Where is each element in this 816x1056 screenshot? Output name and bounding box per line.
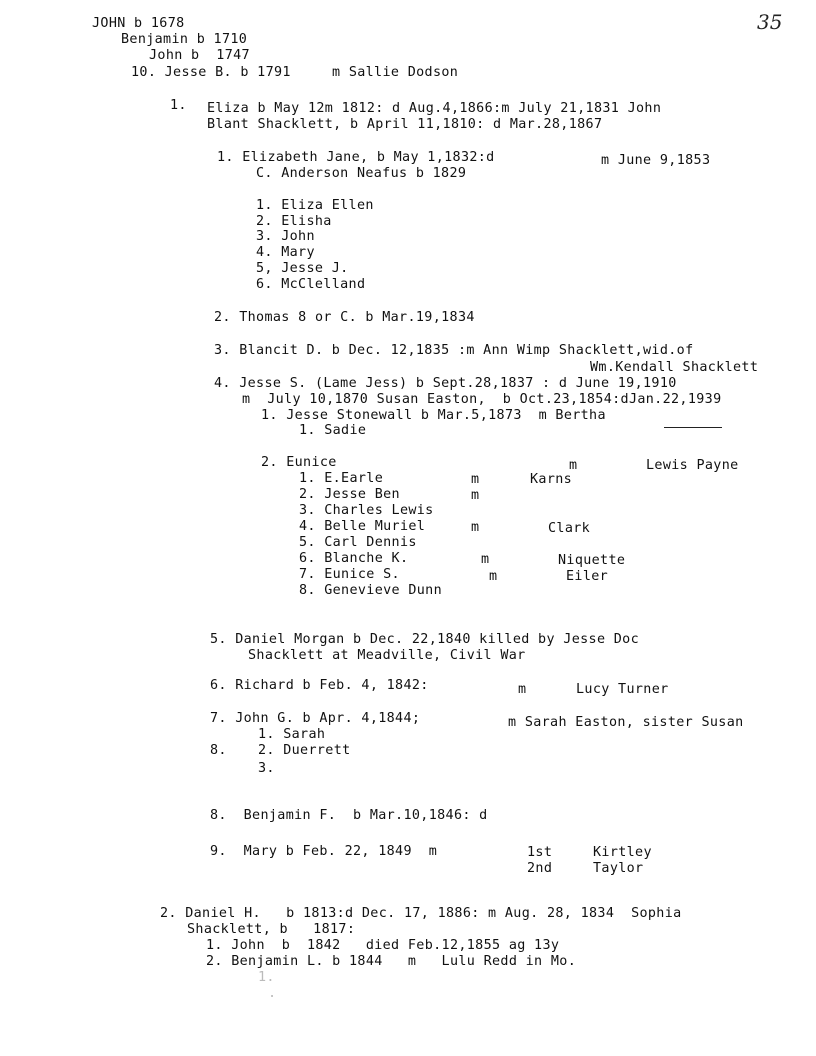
- mary-first-marriage: 1st: [527, 845, 553, 860]
- john-g-marriage: m Sarah Easton, sister Susan: [508, 715, 744, 730]
- eunice-child-name: 8. Genevieve Dunn: [299, 583, 443, 598]
- daniel-h-child: 1. John b 1842 died Feb.12,1855 ag 13y: [206, 938, 560, 953]
- eliza-line-2: Blant Shacklett, b April 11,1810: d Mar.28,1867: [207, 117, 603, 132]
- eunice-child-name: 6. Blanche K.: [299, 551, 409, 566]
- ancestor-jesse-b: 10. Jesse B. b 1791: [131, 65, 291, 80]
- ancestor-john-1678: JOHN b 1678: [92, 16, 185, 31]
- elizabeth-child: 5, Jesse J.: [256, 261, 349, 276]
- john-g-child: 2. Duerrett: [258, 743, 351, 758]
- eunice-child-marriage: m: [489, 569, 498, 584]
- daniel-h-line-1: 2. Daniel H. b 1813:d Dec. 17, 1886: m Aug. 28, 1834 Sophia: [160, 906, 682, 921]
- ancestor-john-1747: John b 1747: [149, 48, 250, 63]
- mary-second-spouse: Taylor: [593, 861, 644, 876]
- daniel-h-faint-line: 1.: [258, 970, 275, 985]
- entry-number: 1.: [170, 98, 187, 113]
- mary-first-spouse: Kirtley: [593, 845, 652, 860]
- elizabeth-child: 2. Elisha: [256, 214, 332, 229]
- eunice-child-name: 1. E.Earle: [299, 471, 384, 486]
- daniel-morgan-line-2: Shacklett at Meadville, Civil War: [248, 648, 526, 663]
- thomas-line: 2. Thomas 8 or C. b Mar.19,1834: [214, 310, 475, 325]
- ancestor-benjamin-1710: Benjamin b 1710: [121, 32, 248, 47]
- eunice-child-name: 2. Jesse Ben: [299, 487, 400, 502]
- eliza-line-1: Eliza b May 12m 1812: d Aug.4,1866:m July 21,1831 John: [207, 101, 662, 116]
- daniel-morgan-line-1: 5. Daniel Morgan b Dec. 22,1840 killed by Jesse Doc: [210, 632, 640, 647]
- sadie-line: 1. Sadie: [299, 423, 367, 438]
- elizabeth-child: 4. Mary: [256, 245, 315, 260]
- eunice-child-marriage: m: [481, 552, 490, 567]
- john-g-child: 1. Sarah: [258, 727, 326, 742]
- richard-line: 6. Richard b Feb. 4, 1842:: [210, 678, 429, 693]
- john-g-child-number: 8.: [210, 743, 227, 758]
- jesse-stonewall-line: 1. Jesse Stonewall b Mar.5,1873 m Bertha: [261, 408, 606, 423]
- eunice-child-spouse: Karns: [530, 472, 573, 487]
- eunice-marriage-marker: m: [569, 458, 578, 473]
- daniel-h-line-2: Shacklett, b 1817:: [187, 922, 356, 937]
- page-number: 35: [757, 10, 783, 34]
- eunice-child-spouse: Clark: [548, 521, 591, 536]
- elizabeth-child: 1. Eliza Ellen: [256, 198, 374, 213]
- daniel-h-child: 2. Benjamin L. b 1844 m Lulu Redd in Mo.: [206, 954, 577, 969]
- eunice-child-name: 5. Carl Dennis: [299, 535, 417, 550]
- richard-spouse: Lucy Turner: [576, 682, 669, 697]
- eunice-child-spouse: Eiler: [566, 569, 609, 584]
- eunice-line: 2. Eunice: [261, 455, 337, 470]
- elizabeth-jane-line: 1. Elizabeth Jane, b May 1,1832:d: [217, 150, 495, 165]
- eunice-child-marriage: m: [471, 472, 480, 487]
- elizabeth-jane-marriage: m June 9,1853: [601, 153, 711, 168]
- eunice-spouse: Lewis Payne: [646, 458, 739, 473]
- blancit-line-1: 3. Blancit D. b Dec. 12,1835 :m Ann Wimp Shacklett,wid.of: [214, 343, 694, 358]
- benjamin-f-line: 8. Benjamin F. b Mar.10,1846: d: [210, 808, 488, 823]
- elizabeth-child: 3. John: [256, 229, 315, 244]
- blank-line: [664, 427, 722, 428]
- jesse-s-line-2: m July 10,1870 Susan Easton, b Oct.23,1854:dJan.22,1939: [242, 392, 722, 407]
- john-g-line: 7. John G. b Apr. 4,1844;: [210, 711, 421, 726]
- richard-marriage-marker: m: [518, 682, 527, 697]
- mary-second-marriage: 2nd: [527, 861, 553, 876]
- mary-line: 9. Mary b Feb. 22, 1849 m: [210, 844, 438, 859]
- blancit-line-2: Wm.Kendall Shacklett: [590, 360, 759, 375]
- elizabeth-child: 6. McClelland: [256, 277, 366, 292]
- jesse-s-line-1: 4. Jesse S. (Lame Jess) b Sept.28,1837 : d June 19,1910: [214, 376, 677, 391]
- eunice-child-marriage: m: [471, 488, 480, 503]
- eunice-child-name: 4. Belle Muriel: [299, 519, 426, 534]
- ancestor-jesse-marriage: m Sallie Dodson: [332, 65, 459, 80]
- eunice-child-spouse: Niquette: [558, 553, 626, 568]
- eunice-child-name: 3. Charles Lewis: [299, 503, 434, 518]
- john-g-child: 3.: [258, 761, 275, 776]
- anderson-neafus-line: C. Anderson Neafus b 1829: [256, 166, 467, 181]
- eunice-child-name: 7. Eunice S.: [299, 567, 400, 582]
- eunice-child-marriage: m: [471, 520, 480, 535]
- daniel-h-faint-line: .: [268, 986, 277, 1001]
